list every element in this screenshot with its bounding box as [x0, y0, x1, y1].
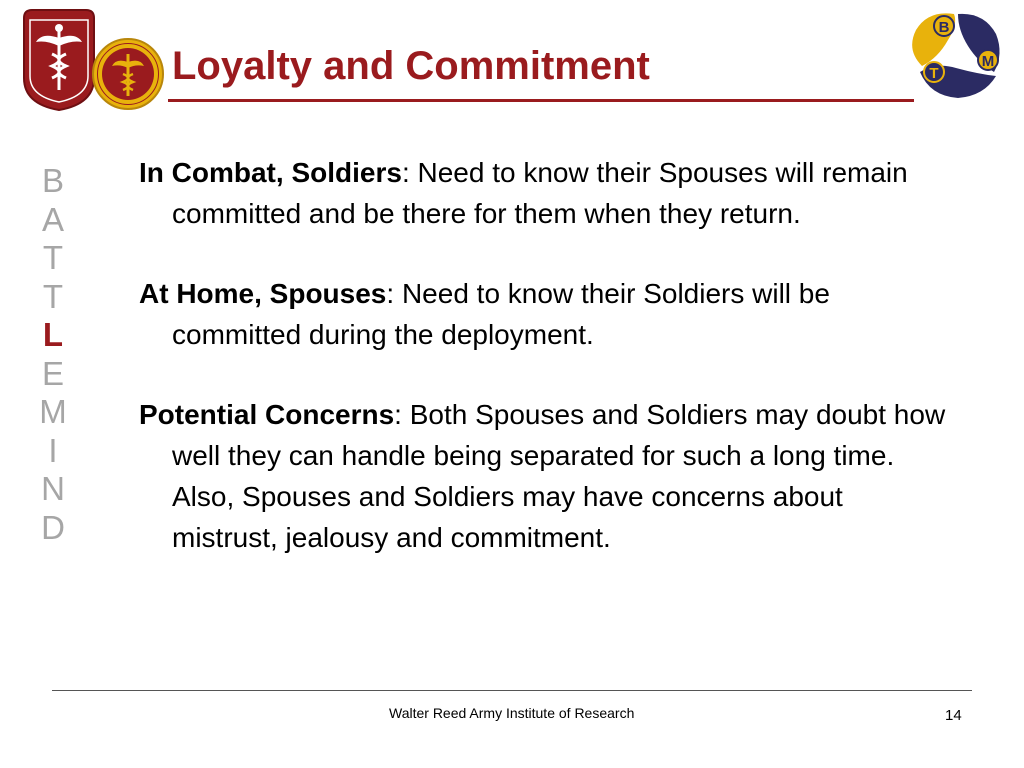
logo-letter-b: B — [938, 19, 950, 36]
medical-command-emblem-icon — [20, 8, 165, 112]
left-logos — [20, 8, 165, 112]
footer-divider — [52, 690, 972, 691]
bullet-text: : Both Spouses and Soldiers may doubt how well they can handle being separated for such a long time. Also, Spouses and Soldiers may have concerns about mistrust, jealousy and commitment. — [172, 399, 946, 553]
side-word-letter: A — [41, 200, 64, 238]
bullet-home-spouses — [139, 273, 949, 355]
slide-title: Loyalty and Commitment — [172, 44, 650, 88]
bullet-heading: Potential Concerns — [139, 399, 395, 430]
right-logo — [908, 10, 1004, 100]
side-word-battlemind — [36, 162, 70, 547]
bullet-text: : Need to know their Soldiers will be committed during the deployment. — [172, 278, 830, 350]
side-word-letter: I — [48, 431, 58, 469]
side-word-letter: T — [42, 277, 64, 315]
footer-institution: Walter Reed Army Institute of Research — [389, 705, 635, 721]
logo-letter-t: T — [929, 65, 939, 82]
side-word-letter: B — [41, 162, 64, 199]
page-number: 14 — [945, 707, 962, 724]
side-word-letter: D — [41, 508, 65, 546]
slide-content — [139, 152, 949, 597]
side-word-letter: T — [42, 239, 64, 276]
bullet-heading: At Home, Spouses — [139, 278, 387, 309]
bullet-text: : Need to know their Spouses will remain committed and be there for them when they return. — [172, 157, 908, 229]
logo-letter-m: M — [981, 53, 995, 70]
bullet-potential-concerns — [139, 394, 949, 558]
side-word-letter: M — [39, 393, 67, 430]
side-word-letter: N — [41, 470, 65, 507]
bullet-heading: In Combat, Soldiers — [139, 157, 402, 188]
bullet-combat-soldiers — [139, 152, 949, 234]
title-underline — [168, 99, 914, 102]
side-word-letter: L — [42, 316, 64, 353]
battlemind-logo-icon — [908, 10, 1004, 100]
side-word-letter: E — [41, 354, 64, 392]
